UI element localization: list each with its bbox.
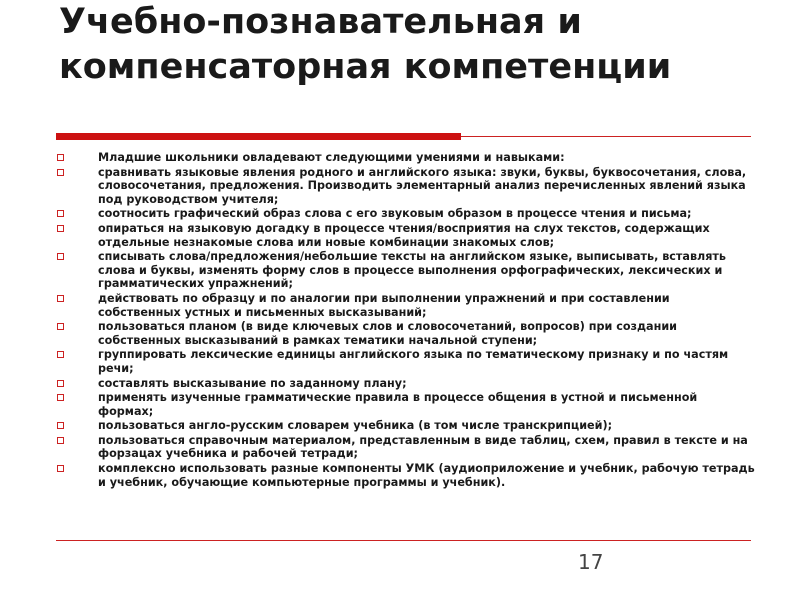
list-item	[56, 377, 756, 391]
list-item-text: применять изученные грамматические правила в процессе общения в устной и письменной формах;	[98, 391, 698, 418]
square-bullet-icon	[57, 465, 64, 472]
square-bullet-icon	[57, 351, 64, 358]
list-item-text: действовать по образцу и по аналогии при выполнении упражнений и при составлении собственных устных и письменных высказываний;	[98, 291, 670, 319]
list-item-text: соотносить графический образ слова с его звуковым образом в процессе чтения и письма;	[98, 207, 692, 221]
list-item	[56, 462, 756, 489]
list-item-text: Младшие школьники овладевают следующими умениями и навыками:	[98, 151, 565, 164]
list-item-text: группировать лексические единицы английского языка по тематическому признаку и по частям речи;	[98, 348, 729, 375]
square-bullet-icon	[57, 323, 64, 330]
square-bullet-icon	[57, 394, 64, 401]
list-item	[56, 151, 756, 165]
list-item-text: опираться на языковую догадку в процессе чтения/восприятия на слух текстов, содержащих отдельные незнакомые слова или новые комбинации знакомых слов;	[98, 221, 710, 249]
top-divider-accent	[56, 133, 461, 140]
list-item	[56, 250, 756, 291]
list-item	[56, 222, 756, 249]
slide-title-line-2: компенсаторная компетенции	[59, 47, 672, 87]
list-item	[56, 391, 756, 418]
list-item-text: комплексно использовать разные компоненты УМК (аудиоприложение и учебник, рабочую тетрадь и учебник, обучающие компьютерные программы и учебник).	[98, 462, 755, 489]
list-item-text: пользоваться справочным материалом, представленным в виде таблиц, схем, правил в тексте и на форзацах учебника и рабочей тетради;	[98, 433, 748, 461]
list-item-text: составлять высказывание по заданному плану;	[98, 376, 407, 390]
list-item	[56, 166, 756, 207]
square-bullet-icon	[57, 437, 64, 444]
square-bullet-icon	[57, 295, 64, 302]
square-bullet-icon	[57, 154, 64, 161]
list-item	[56, 419, 756, 433]
square-bullet-icon	[57, 210, 64, 217]
page-number: 17	[578, 550, 604, 574]
list-item-text: сравнивать языковые явления родного и английского языка: звуки, буквы, буквосочетания, слова, словосочетания, предложения. Производить элементарный анализ перечисленных явлений языка под руководством учителя;	[98, 165, 747, 206]
list-item	[56, 207, 756, 221]
square-bullet-icon	[57, 225, 64, 232]
list-item-text: списывать слова/предложения/небольшие тексты на английском языке, выписывать, вставлять слова и буквы, изменять форму слов в процессе выполнения орфографических, лексических и грамматических упражнений;	[98, 250, 726, 291]
square-bullet-icon	[57, 422, 64, 429]
slide-title-line-1: Учебно-познавательная и	[59, 2, 582, 42]
bottom-divider-line	[56, 540, 751, 541]
list-item-text: пользоваться планом (в виде ключевых слов и словосочетаний, вопросов) при создании собственных высказываний в рамках тематики начальной ступени;	[98, 320, 678, 347]
list-item	[56, 320, 756, 347]
list-item-text: пользоваться англо-русским словарем учебника (в том числе транскрипцией);	[98, 419, 613, 433]
skills-list	[56, 151, 756, 490]
square-bullet-icon	[57, 253, 64, 260]
list-item	[56, 348, 756, 375]
slide-title	[59, 0, 779, 90]
square-bullet-icon	[57, 169, 64, 176]
list-item	[56, 292, 756, 319]
list-item	[56, 434, 756, 461]
square-bullet-icon	[57, 380, 64, 387]
